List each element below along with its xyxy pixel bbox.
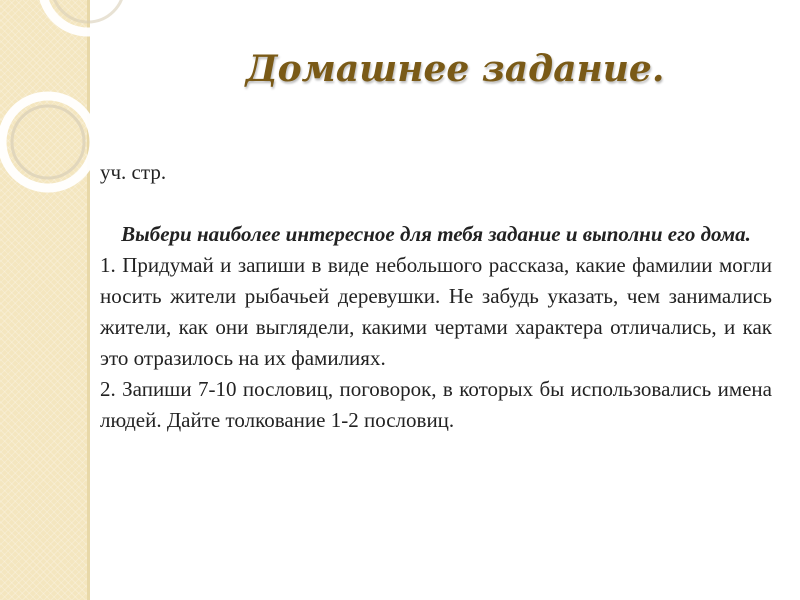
task-item-2: 2. Запиши 7-10 пословиц, поговорок, в которых бы использовались имена людей. Дайте толкование 1-2 пословиц. [100, 377, 772, 432]
slide-title: Домашнее задание. [245, 48, 665, 90]
subject-line: уч. стр. [100, 160, 167, 184]
slide-content [100, 157, 772, 436]
decorative-ring-inner [12, 106, 84, 178]
task-intro: Выбери наиболее интересное для тебя задание и выполни его дома. [121, 222, 751, 246]
decorative-ring-top-inner [52, 0, 124, 22]
decorative-ring-large [2, 96, 94, 188]
task-item-1: 1. Придумай и запиши в виде небольшого рассказа, какие фамилии могли носить жители рыбачьей деревушки. Не забудь указать, чем занимались жители, как они выглядели, какими чертами характера отличались, и как это отразилось на их фамилиях. [100, 253, 772, 370]
